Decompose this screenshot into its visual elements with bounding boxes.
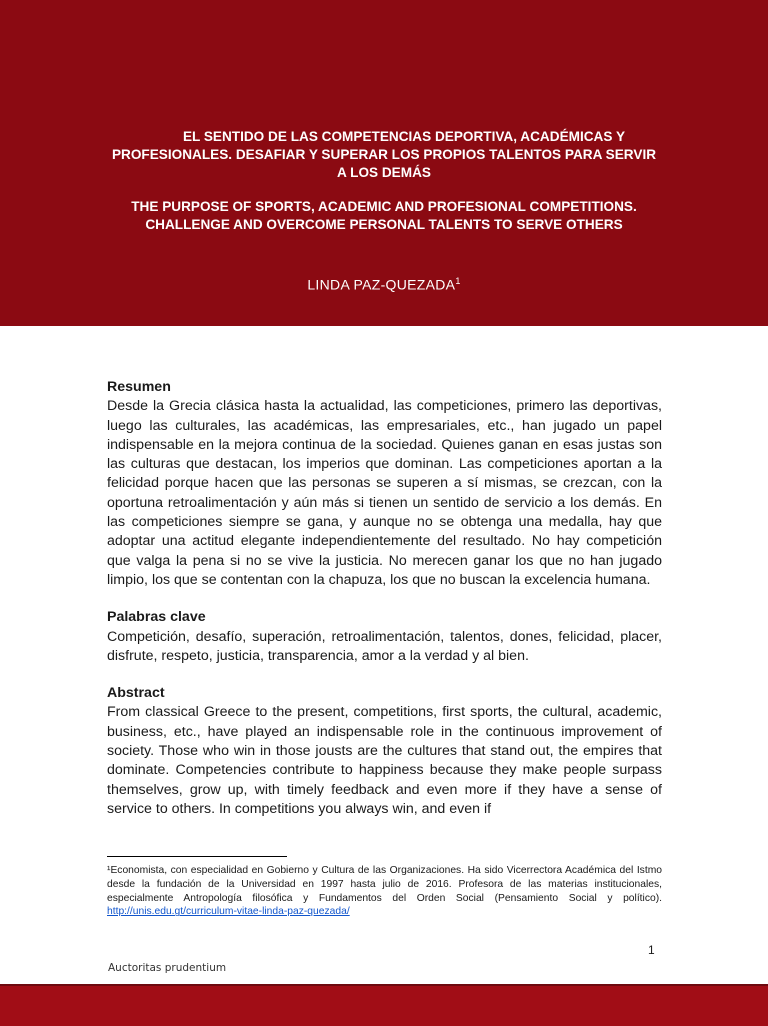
title-spanish: EL SENTIDO DE LAS COMPETENCIAS DEPORTIVA, ACADÉMICAS Y PROFESIONALES. DESAFIAR Y SUPERAR LOS PROPIOS TALENTOS PARA SERVIR A LOS DEMÁS [111, 129, 657, 180]
resumen-text: Desde la Grecia clásica hasta la actualidad, las competiciones, primero las deportivas, luego las culturales, las académicas, las empresariales, etc., han jugado un papel indispensable en la mejora continua de la sociedad. Quienes ganan en esas justas son las culturas que destacan, los imperios que dominan. Las competiciones aportan a la felicidad porque hacen que las personas se superen a sí mismas, se crezcan, con la oportuna retroalimentación y aún más si tienen un sentido de servicio a los demás. En las competiciones siempre se gana, y aunque no se obtenga una medalla, hay que adoptar una actitud elegante independientemente del resultado. No hay competición que valga la pena si no se vive la justicia. No merecen ganar los que no han jugado limpio, los que se contentan con la chapuza, los que no buscan la excelencia humana. [107, 398, 662, 588]
title-block [110, 128, 658, 234]
footnote-text: Economista, con especialidad en Gobierno y Cultura de las Organizaciones. Ha sido Vicerrectora Académica del Istmo desde la fundación de la Universidad en 1997 hasta julio de 2016. Profesora de las materias institucionales, especialmente Antropología filosófica y Fundamentos del Orden Social (Pensamiento Social y político). [107, 865, 662, 904]
abstract-text: From classical Greece to the present, competitions, first sports, the cultural, academic, business, etc., have played an indispensable role in the continuous improvement of society. Those who win in those jousts are the cultures that stand out, the empires that dominate. Competencies contribute to happiness because they make people surpass themselves, grow up, with timely feedback and even more if they have a sense of service to others. In competitions you always win, and even if [107, 704, 662, 817]
keywords-section [107, 608, 662, 666]
resumen-section [107, 378, 662, 590]
footnote [107, 864, 662, 919]
author-footnote-mark[interactable]: 1 [455, 276, 461, 286]
abstract-heading: Abstract [107, 685, 165, 702]
keywords-heading: Palabras clave [107, 609, 206, 626]
footer-bar [0, 984, 768, 1026]
keywords-text: Competición, desafío, superación, retroalimentación, talentos, dones, felicidad, placer, disfrute, respeto, justicia, transparencia, amor a la verdad y al bien. [107, 628, 662, 664]
paper-body [107, 378, 662, 837]
abstract-section [107, 684, 662, 819]
footnote-mark: ¹ [107, 865, 111, 876]
footnote-divider [107, 856, 287, 857]
journal-name: Auctoritas prudentium [108, 962, 227, 974]
resumen-heading: Resumen [107, 379, 171, 395]
footnote-link[interactable]: http://unis.edu.gt/curriculum-vitae-linda-paz-quezada/ [107, 906, 350, 918]
author-line [0, 276, 768, 293]
page-number: 1 [648, 943, 655, 957]
author-name: LINDA PAZ-QUEZADA [307, 276, 456, 293]
title-english: THE PURPOSE OF SPORTS, ACADEMIC AND PROFESIONAL COMPETITIONS. CHALLENGE AND OVERCOME PERSONAL TALENTS TO SERVE OTHERS [131, 199, 637, 232]
